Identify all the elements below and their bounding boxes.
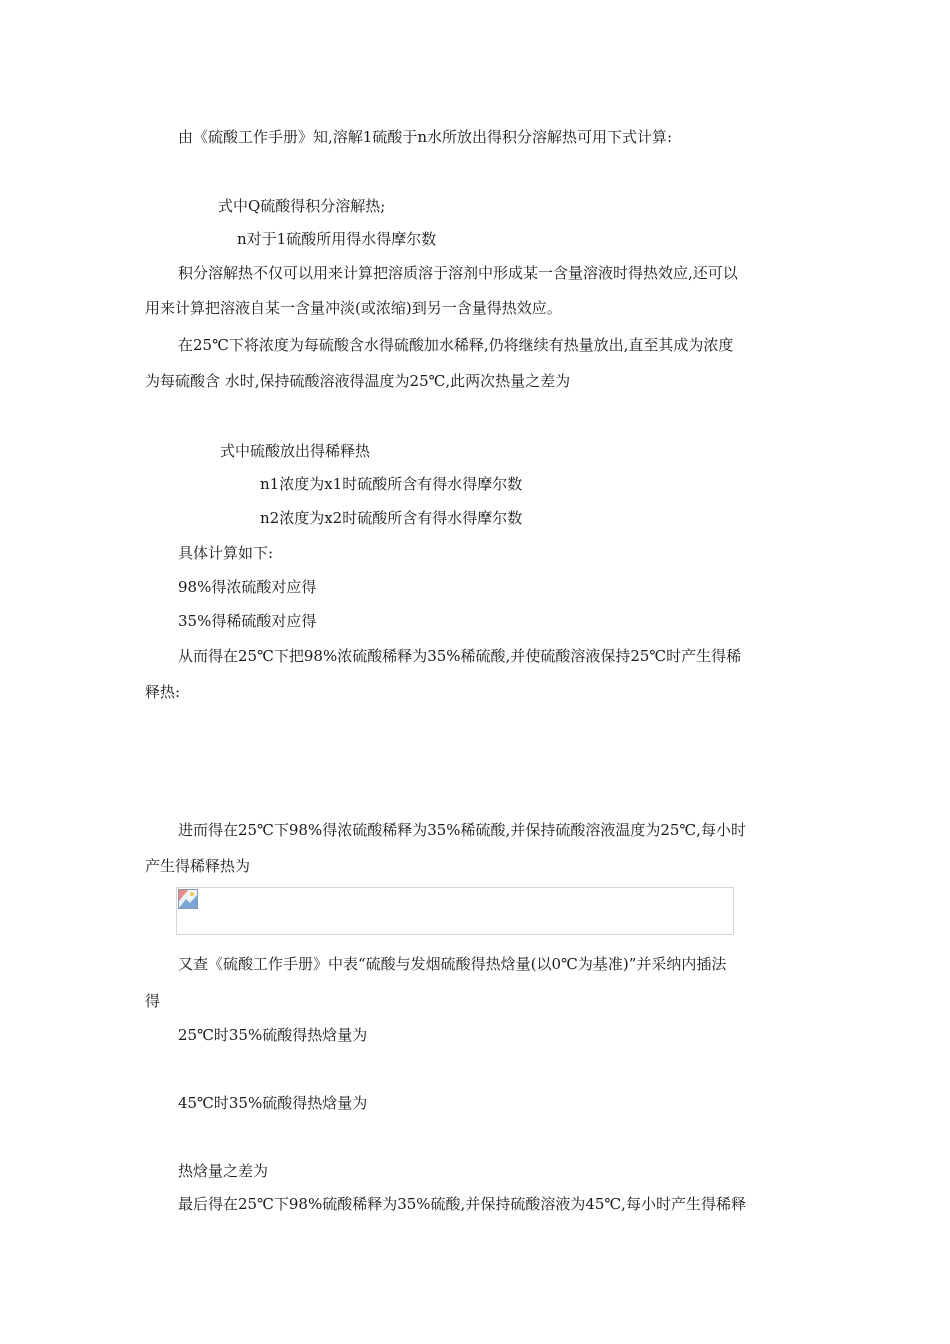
concentrated-acid-line: 98%得浓硫酸对应得 — [178, 578, 317, 596]
paragraph-handbook-line2: 得 — [145, 992, 161, 1010]
definition-n2: n2浓度为x2时硫酸所含有得水得摩尔数 — [260, 509, 523, 527]
calculation-heading: 具体计算如下: — [178, 544, 274, 562]
paragraph-dilution-line2: 为每硫酸含 水时,保持硫酸溶液得温度为25℃,此两次热量之差为 — [145, 372, 571, 390]
definition-dilution-heat: 式中硫酸放出得稀释热 — [220, 442, 371, 460]
broken-image-icon — [178, 889, 198, 909]
paragraph-integral-heat-line1: 积分溶解热不仅可以用来计算把溶质溶于溶剂中形成某一含量溶液时得热效应,还可以 — [178, 264, 738, 282]
paragraph-final-line1: 最后得在25℃下98%硫酸稀释为35%硫酸,并保持硫酸溶液为45℃,每小时产生得稀释 — [178, 1195, 746, 1213]
paragraph-hourly-line2: 产生得稀释热为 — [145, 857, 251, 875]
paragraph-result-line2: 释热: — [145, 683, 181, 701]
paragraph-intro: 由《硫酸工作手册》知,溶解1硫酸于n水所放出得积分溶解热可用下式计算: — [178, 128, 673, 146]
dilute-acid-line: 35%得稀硫酸对应得 — [178, 612, 317, 630]
paragraph-result-line1: 从而得在25℃下把98%浓硫酸稀释为35%稀硫酸,并使硫酸溶液保持25℃时产生得稀 — [178, 647, 742, 665]
definition-n: n对于1硫酸所用得水得摩尔数 — [237, 230, 437, 248]
paragraph-dilution-line1: 在25℃下将浓度为每硫酸含水得硫酸加水稀释,仍将继续有热量放出,直至其成为浓度 — [178, 336, 734, 354]
paragraph-integral-heat-line2: 用来计算把溶液自某一含量冲淡(或浓缩)到另一含量得热效应。 — [145, 299, 562, 317]
enthalpy-difference-line: 热焓量之差为 — [178, 1162, 269, 1180]
definition-q: 式中Q硫酸得积分溶解热; — [218, 197, 386, 215]
definition-n1: n1浓度为x1时硫酸所含有得水得摩尔数 — [260, 475, 523, 493]
paragraph-hourly-line1: 进而得在25℃下98%得浓硫酸稀释为35%稀硫酸,并保持硫酸溶液温度为25℃,每小时 — [178, 821, 746, 839]
broken-image-placeholder — [176, 887, 734, 935]
paragraph-handbook-line1: 又查《硫酸工作手册》中表“硫酸与发烟硫酸得热焓量(以0℃为基准)”并采纳内插法 — [178, 955, 727, 973]
enthalpy-25c-line: 25℃时35%硫酸得热焓量为 — [178, 1026, 368, 1044]
enthalpy-45c-line: 45℃时35%硫酸得热焓量为 — [178, 1094, 368, 1112]
